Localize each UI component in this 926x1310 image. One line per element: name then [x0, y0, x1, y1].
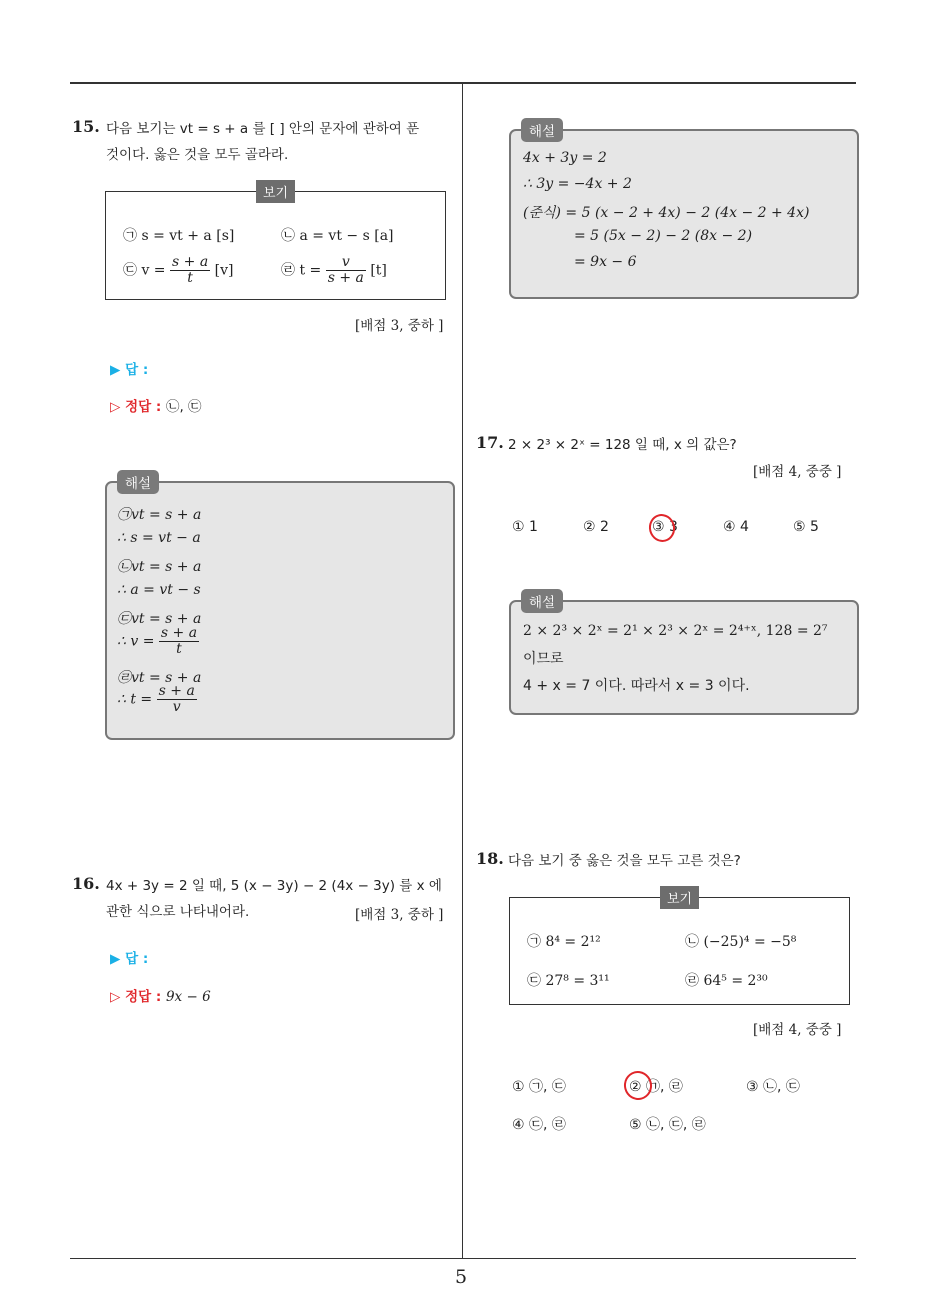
q18-score: [배점 4, 중중 ]: [753, 1022, 842, 1038]
q17-choice-1[interactable]: ① 1: [512, 519, 538, 535]
q17-sol-line-3: 4 + x = 7 이다. 따라서 x = 3 이다.: [523, 678, 750, 694]
q15-item-d: [281, 255, 387, 286]
page-number: 5: [455, 1266, 468, 1288]
q17-choice-5[interactable]: ⑤ 5: [793, 519, 819, 535]
q15-bogi-box: [105, 186, 446, 300]
q15-item-d-num: v: [341, 254, 350, 270]
q15-item-c-lhs: ㉢ v =: [123, 262, 166, 279]
q15-sol-v-den: t: [159, 641, 199, 657]
q15-item-d-den: s + a: [327, 270, 364, 286]
q18-item-b: ㉡ (−25)⁴ = −5⁸: [685, 934, 797, 950]
q15-correct-value: ㉡, ㉢: [165, 399, 202, 415]
top-rule: [70, 82, 856, 84]
q15-item-d-fraction: [326, 255, 366, 286]
q15-sol-line-5: ㉢vt = s + a: [117, 611, 202, 627]
q17-selected-circle: [646, 511, 678, 545]
q15-score: [배점 3, 중하 ]: [355, 318, 444, 334]
q15-sol-line-6: [117, 626, 199, 657]
q15-sol-t-fraction: [157, 684, 197, 715]
q15-item-c: [123, 255, 233, 286]
q15-item-c-fraction: [170, 255, 210, 286]
q16-sol-line-5: = 9x − 6: [574, 254, 637, 270]
q17-solution-box: [509, 595, 859, 715]
q16-correct-label: ▷ 정답 :: [110, 989, 162, 1005]
q18-item-a: ㉠ 8⁴ = 2¹²: [527, 934, 601, 950]
q15-sol-t-lhs: ∴ t =: [117, 691, 153, 708]
q17-solution-label: 해설: [521, 589, 563, 613]
q15-sol-line-7: ㉣vt = s + a: [117, 670, 202, 686]
q17-choice-2[interactable]: ② 2: [583, 519, 609, 535]
q15-item-d-lhs: ㉣ t =: [281, 262, 322, 279]
q15-text-line1: 다음 보기는 vt = s + a 를 [ ] 안의 문자에 관하여 푼: [106, 121, 420, 137]
q15-sol-line-2: ∴ s = vt − a: [117, 530, 201, 546]
q15-number: 15.: [72, 117, 100, 136]
q16-number: 16.: [72, 874, 100, 893]
q15-sol-v-num: s + a: [160, 625, 198, 641]
q18-choice-1[interactable]: ① ㉠, ㉢: [512, 1079, 566, 1095]
q17-number: 17.: [476, 433, 504, 452]
q18-bogi-box: [509, 892, 850, 1005]
q16-sol-line-2: ∴ 3y = −4x + 2: [523, 176, 632, 192]
q17-choice-3[interactable]: ③ 3: [652, 519, 678, 535]
q15-text-line2: 것이다. 옳은 것을 모두 골라라.: [106, 147, 289, 163]
q16-sol-line-4: = 5 (5x − 2) − 2 (8x − 2): [574, 228, 753, 244]
q15-sol-t-den: v: [157, 699, 197, 715]
q15-item-b: ㉡ a = vt − s [a]: [281, 228, 394, 244]
q15-solution-label: 해설: [117, 470, 159, 494]
q15-bogi-label: 보기: [256, 180, 295, 203]
q18-text: 다음 보기 중 옳은 것을 모두 고른 것은?: [508, 853, 741, 869]
q17-choice-4[interactable]: ④ 4: [723, 519, 749, 535]
q16-sol-line-1: 4x + 3y = 2: [523, 150, 607, 166]
bottom-rule: [70, 1258, 856, 1259]
q18-choice-5[interactable]: ⑤ ㉡, ㉢, ㉣: [629, 1117, 706, 1133]
q16-solution-box: [509, 124, 859, 299]
q15-item-c-var: [v]: [214, 262, 234, 279]
q15-sol-line-3: ㉡vt = s + a: [117, 559, 202, 575]
q15-item-a: ㉠ s = vt + a [s]: [123, 228, 235, 244]
q16-correct-row: [110, 985, 211, 1005]
q18-selected-circle: [621, 1068, 656, 1103]
q15-sol-t-num: s + a: [158, 683, 195, 699]
q16-score: [배점 3, 중하 ]: [355, 907, 444, 923]
column-divider: [462, 83, 463, 1259]
q17-text: 2 × 2³ × 2ˣ = 128 일 때, x 의 값은?: [508, 437, 737, 453]
q16-sol-line-3: (준식) = 5 (x − 2 + 4x) − 2 (4x − 2 + 4x): [523, 205, 810, 221]
q15-sol-line-1: ㉠vt = s + a: [117, 507, 202, 523]
q18-item-c: ㉢ 27⁸ = 3¹¹: [527, 973, 610, 989]
q16-correct-value: 9x − 6: [165, 989, 211, 1005]
q18-choice-4[interactable]: ④ ㉢, ㉣: [512, 1117, 566, 1133]
q15-sol-v-fraction: [159, 626, 199, 657]
q15-sol-v-lhs: ∴ v =: [117, 633, 155, 650]
q15-correct-row: [110, 395, 202, 415]
q18-choice-2[interactable]: ② ㉠, ㉣: [629, 1079, 683, 1095]
q18-choice-3[interactable]: ③ ㉡, ㉢: [746, 1079, 800, 1095]
q17-sol-line-2: 이므로: [523, 651, 564, 667]
q17-score: [배점 4, 중중 ]: [753, 464, 842, 480]
q16-answer-label: ▶ 답 :: [110, 951, 149, 967]
q18-item-d: ㉣ 64⁵ = 2³⁰: [685, 973, 768, 989]
q17-sol-line-1: 2 × 2³ × 2ˣ = 2¹ × 2³ × 2ˣ = 2⁴⁺ˣ, 128 = 2⁷: [523, 623, 828, 639]
q15-sol-line-4: ∴ a = vt − s: [117, 582, 201, 598]
q15-correct-label: ▷ 정답 :: [110, 399, 162, 415]
q15-item-d-var: [t]: [370, 262, 387, 279]
q15-solution-box: [105, 476, 455, 740]
q15-item-c-den: t: [170, 270, 210, 286]
q15-sol-line-8: [117, 684, 197, 715]
q16-text-line1: 4x + 3y = 2 일 때, 5 (x − 3y) − 2 (4x − 3y) 를 x 에: [106, 878, 442, 894]
q18-number: 18.: [476, 849, 504, 868]
q16-solution-label: 해설: [521, 118, 563, 142]
q18-bogi-label: 보기: [660, 886, 699, 909]
q15-item-c-num: s + a: [172, 254, 209, 270]
q15-answer-label: ▶ 답 :: [110, 362, 149, 378]
q16-text-line2: 관한 식으로 나타내어라.: [106, 904, 250, 920]
